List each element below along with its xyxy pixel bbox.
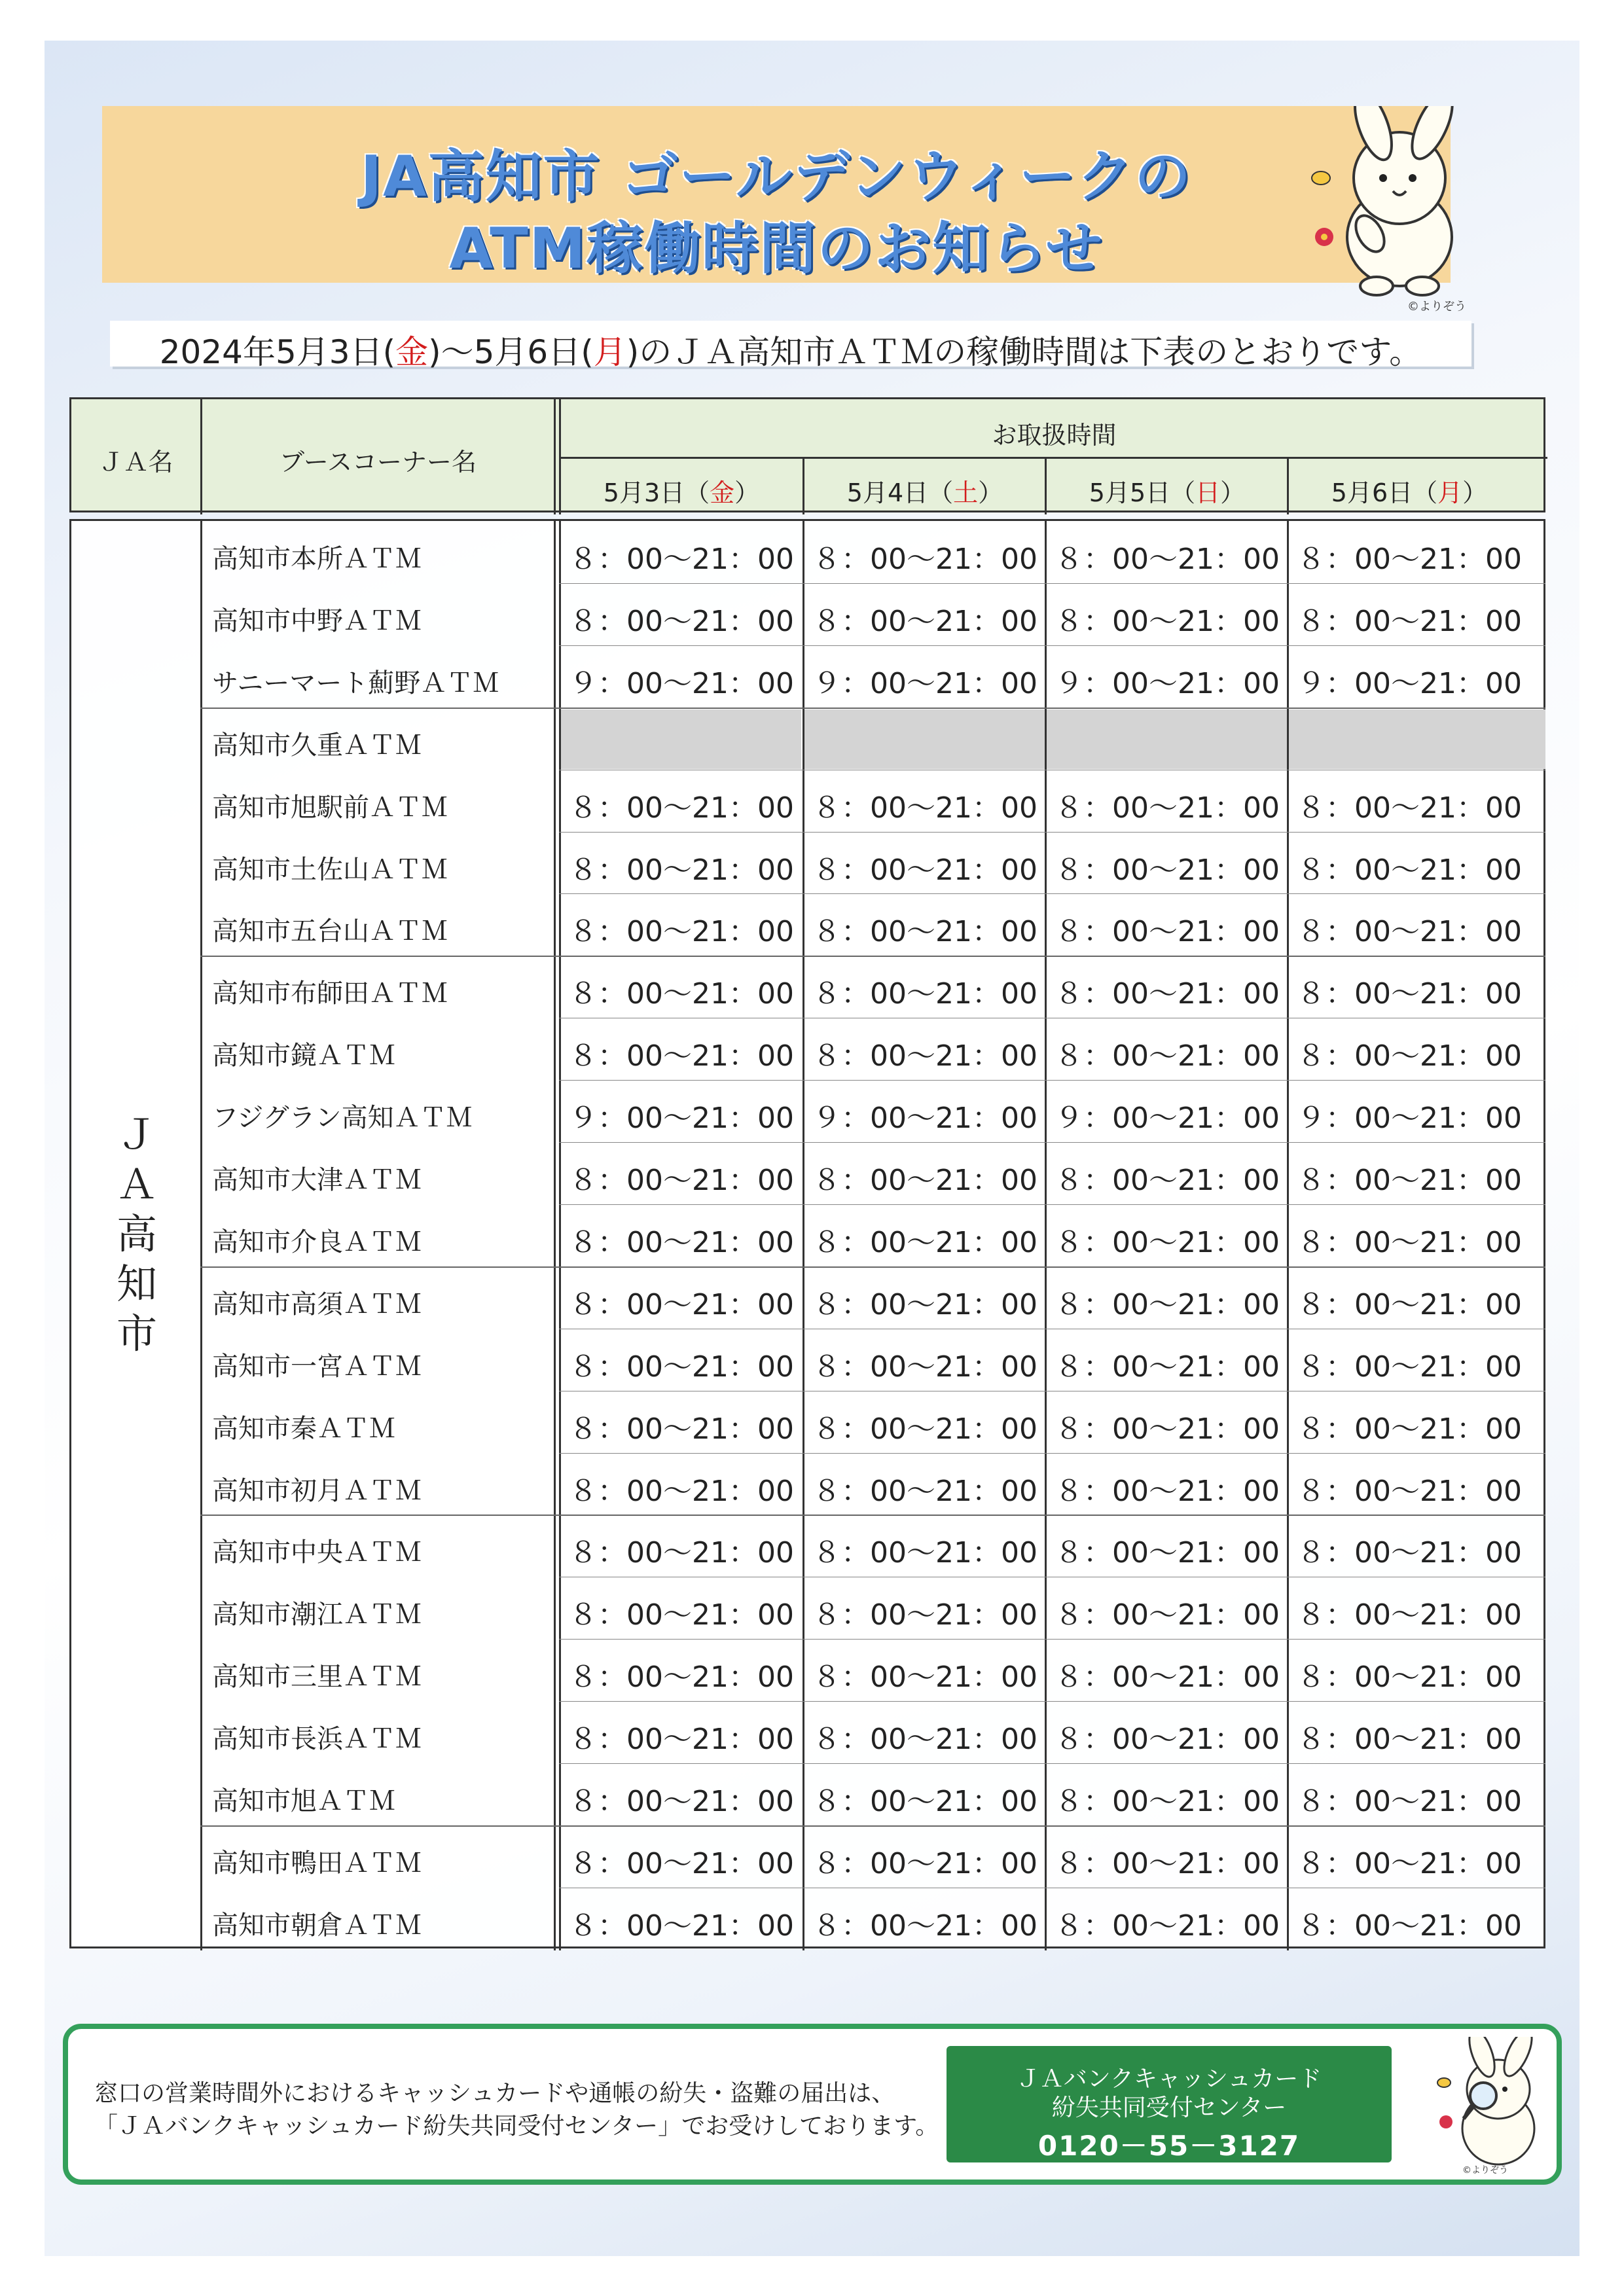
hours-cell: ８：00～21：00 bbox=[1297, 1350, 1522, 1384]
hours-cell: ８：00～21：00 bbox=[569, 1287, 794, 1321]
hours-cell: ９：00～21：00 bbox=[812, 1102, 1038, 1136]
hours-cell: ８：00～21：00 bbox=[569, 1598, 794, 1632]
hours-cell: ８：00～21：00 bbox=[1297, 543, 1522, 576]
mascot-credit: ©よりぞう bbox=[1407, 300, 1466, 314]
hours-cell: ８：00～21：00 bbox=[569, 1225, 794, 1259]
hours-cell: ８：00～21：00 bbox=[1055, 977, 1280, 1011]
hours-cell: ８：00～21：00 bbox=[1055, 1785, 1280, 1818]
hours-cell: ８：00～21：00 bbox=[1297, 1536, 1522, 1570]
hours-cell: ８：00～21：00 bbox=[812, 853, 1038, 887]
hours-cell: ８：00～21：00 bbox=[812, 1660, 1038, 1695]
hours-cell: ８：00～21：00 bbox=[1297, 1287, 1522, 1321]
hours-cell: ９：00～21：00 bbox=[1055, 1102, 1280, 1136]
footer-text-1: 窓口の営業時間外におけるキャッシュカードや通帳の紛失・盗難の届出は、 bbox=[94, 2080, 895, 2107]
hours-cell: ８：00～21：00 bbox=[1055, 1846, 1280, 1880]
hours-cell: ８：00～21：00 bbox=[1297, 791, 1522, 825]
hours-cell: ８：00～21：00 bbox=[812, 1598, 1038, 1632]
subtitle-part2: )～5月6日( bbox=[428, 333, 594, 371]
hours-cell: ８：00～21：00 bbox=[1055, 1039, 1280, 1073]
atm-name: フジグラン高知ＡＴＭ bbox=[212, 1103, 473, 1134]
hours-cell: ８：00～21：00 bbox=[1297, 977, 1522, 1011]
atm-name: 高知市久重ＡＴＭ bbox=[212, 730, 422, 761]
mascot-magnifier-icon bbox=[1430, 2037, 1547, 2174]
ja-name-char: Ｊ bbox=[116, 1111, 157, 1158]
table-body bbox=[69, 519, 1545, 1948]
subtitle-part1: 2024年5月3日( bbox=[159, 333, 396, 371]
atm-name: 高知市土佐山ＡＴＭ bbox=[212, 854, 448, 885]
closed-cell bbox=[1289, 709, 1545, 769]
hours-cell: ８：00～21：00 bbox=[1297, 1225, 1522, 1259]
header-booth-name: ブースコーナー名 bbox=[280, 448, 477, 476]
hours-cell: ９：00～21：00 bbox=[569, 1102, 794, 1136]
atm-name: 高知市鴨田ＡＴＭ bbox=[212, 1848, 422, 1878]
hours-cell: ８：00～21：00 bbox=[812, 1723, 1038, 1757]
closed-cell bbox=[1047, 709, 1287, 769]
hours-cell: ８：00～21：00 bbox=[569, 977, 794, 1011]
hours-cell: ８：00～21：00 bbox=[569, 1785, 794, 1818]
atm-name: 高知市潮江ＡＴＭ bbox=[212, 1600, 422, 1630]
hours-cell: ８：00～21：00 bbox=[812, 604, 1038, 638]
atm-name: 高知市鏡ＡＴＭ bbox=[212, 1041, 395, 1071]
hours-cell: ８：00～21：00 bbox=[1297, 1474, 1522, 1508]
hours-cell: ８：00～21：00 bbox=[1297, 1412, 1522, 1446]
title-banner bbox=[102, 106, 1451, 283]
hours-cell: ８：00～21：00 bbox=[1055, 1474, 1280, 1508]
atm-name: 高知市五台山ＡＴＭ bbox=[212, 916, 448, 947]
hours-cell: ８：00～21：00 bbox=[1297, 1846, 1522, 1880]
hours-cell: ８：00～21：00 bbox=[1055, 915, 1280, 949]
hours-cell: ８：00～21：00 bbox=[569, 1723, 794, 1757]
hours-cell: ８：00～21：00 bbox=[1297, 604, 1522, 638]
hours-cell: ８：00～21：00 bbox=[1297, 1660, 1522, 1695]
hours-cell: ９：00～21：00 bbox=[1297, 666, 1522, 700]
hours-cell: ８：00～21：00 bbox=[569, 1039, 794, 1073]
ja-name-char: 知 bbox=[116, 1260, 157, 1308]
hours-cell: ８：00～21：00 bbox=[1055, 853, 1280, 887]
hours-cell: ８：00～21：00 bbox=[1297, 853, 1522, 887]
hours-cell: ８：00～21：00 bbox=[1297, 1164, 1522, 1197]
atm-name: 高知市秦ＡＴＭ bbox=[212, 1413, 395, 1444]
hours-cell: ８：00～21：00 bbox=[569, 1412, 794, 1446]
ja-name-char: Ａ bbox=[116, 1160, 157, 1208]
hours-cell: ９：00～21：00 bbox=[1055, 666, 1280, 700]
hours-cell: ８：00～21：00 bbox=[1055, 1350, 1280, 1384]
hours-cell: ８：00～21：00 bbox=[1297, 1723, 1522, 1757]
hours-cell: ８：00～21：00 bbox=[569, 604, 794, 638]
header-date-3: 5月5日（日） bbox=[1089, 478, 1246, 507]
hours-cell: ８：00～21：00 bbox=[569, 1909, 794, 1943]
atm-name: 高知市中野ＡＴＭ bbox=[212, 605, 422, 636]
footer-box bbox=[63, 2024, 1562, 2185]
footer-text-2: 「ＪＡバンクキャッシュカード紛失共同受付センター」でお受けしております。 bbox=[94, 2113, 939, 2140]
hours-cell: ８：00～21：00 bbox=[1297, 915, 1522, 949]
atm-name: 高知市三里ＡＴＭ bbox=[212, 1662, 422, 1693]
hours-cell: ８：00～21：00 bbox=[1055, 1723, 1280, 1757]
hours-cell: ８：00～21：00 bbox=[1055, 1598, 1280, 1632]
loss-center-phone: 0120－55－3127 bbox=[1038, 2130, 1301, 2162]
hours-cell: ８：00～21：00 bbox=[569, 1164, 794, 1197]
hours-cell: ８：00～21：00 bbox=[1297, 1598, 1522, 1632]
footer-mascot-credit: ©よりぞう bbox=[1462, 2165, 1508, 2176]
hours-cell: ８：00～21：00 bbox=[1055, 791, 1280, 825]
hours-cell: ８：00～21：00 bbox=[812, 1350, 1038, 1384]
hours-cell: ８：00～21：00 bbox=[1297, 1909, 1522, 1943]
atm-name: サニーマート薊野ＡＴＭ bbox=[212, 668, 499, 698]
hours-cell: ８：00～21：00 bbox=[812, 1164, 1038, 1197]
header-hours: お取扱時間 bbox=[992, 421, 1117, 450]
atm-name: 高知市布師田ＡＴＭ bbox=[212, 978, 448, 1009]
subtitle-part3: )のＪＡ高知市ＡＴＭの稼働時間は下表のとおりです。 bbox=[626, 333, 1422, 371]
subtitle bbox=[110, 326, 1471, 373]
hours-cell: ８：00～21：00 bbox=[569, 1474, 794, 1508]
hours-cell: ８：00～21：00 bbox=[1055, 1225, 1280, 1259]
atm-name: 高知市初月ＡＴＭ bbox=[212, 1475, 422, 1506]
loss-center-line-2: 紛失共同受付センター bbox=[1051, 2094, 1287, 2121]
hours-cell: ８：00～21：00 bbox=[812, 1909, 1038, 1943]
hours-cell: ８：00～21：00 bbox=[812, 1474, 1038, 1508]
hours-cell: ９：00～21：00 bbox=[812, 666, 1038, 700]
hours-cell: ８：00～21：00 bbox=[812, 1536, 1038, 1570]
atm-name: 高知市長浜ＡＴＭ bbox=[212, 1724, 422, 1755]
hours-cell: ８：00～21：00 bbox=[569, 1660, 794, 1695]
header-date-1: 5月3日（金） bbox=[603, 478, 760, 507]
header-ja-name: ＪＡ名 bbox=[98, 448, 173, 476]
hours-cell: ９：00～21：00 bbox=[1297, 1102, 1522, 1136]
atm-hours-table bbox=[69, 397, 1545, 1948]
atm-name: 高知市中央ＡＴＭ bbox=[212, 1537, 422, 1568]
hours-cell: ８：00～21：00 bbox=[569, 1846, 794, 1880]
hours-cell: ８：00～21：00 bbox=[1055, 543, 1280, 576]
hours-cell: ８：00～21：00 bbox=[812, 1846, 1038, 1880]
hours-cell: ８：00～21：00 bbox=[812, 1225, 1038, 1259]
hours-cell: ８：00～21：00 bbox=[1055, 1412, 1280, 1446]
hours-cell: ８：00～21：00 bbox=[812, 791, 1038, 825]
hours-cell: ８：00～21：00 bbox=[812, 1287, 1038, 1321]
hours-cell: ８：00～21：00 bbox=[1055, 1287, 1280, 1321]
ja-name-char: 高 bbox=[116, 1210, 157, 1258]
table-header bbox=[69, 397, 1545, 512]
hours-cell: ８：00～21：00 bbox=[569, 543, 794, 576]
ja-name-char: 市 bbox=[116, 1310, 157, 1357]
atm-name: 高知市旭駅前ＡＴＭ bbox=[212, 792, 448, 823]
header-date-4: 5月6日（月） bbox=[1331, 478, 1488, 507]
hours-cell: ８：00～21：00 bbox=[812, 1039, 1038, 1073]
title-line-1: JA高知市 ゴールデンウィークの bbox=[361, 144, 1192, 209]
mascot-rabbit-icon bbox=[1301, 106, 1471, 302]
atm-name: 高知市高須ＡＴＭ bbox=[212, 1289, 422, 1319]
subtitle-day2: 月 bbox=[593, 333, 626, 371]
atm-name: 高知市大津ＡＴＭ bbox=[212, 1165, 422, 1195]
hours-cell: ８：00～21：00 bbox=[812, 1412, 1038, 1446]
hours-cell: ８：00～21：00 bbox=[1055, 1660, 1280, 1695]
subtitle-box bbox=[110, 321, 1471, 371]
hours-cell: ８：00～21：00 bbox=[812, 915, 1038, 949]
hours-cell: ８：00～21：00 bbox=[1055, 1536, 1280, 1570]
hours-cell: ８：00～21：00 bbox=[569, 1536, 794, 1570]
notice-page bbox=[45, 41, 1579, 2256]
hours-cell: ８：00～21：00 bbox=[1297, 1039, 1522, 1073]
closed-cell bbox=[561, 709, 801, 769]
header-date-2: 5月4日（土） bbox=[846, 478, 1003, 507]
atm-name: 高知市介良ＡＴＭ bbox=[212, 1227, 422, 1257]
hours-cell: ９：00～21：00 bbox=[569, 666, 794, 700]
closed-cell bbox=[804, 709, 1045, 769]
loss-center-line-1: ＪＡバンクキャッシュカード bbox=[1016, 2066, 1322, 2092]
hours-cell: ８：00～21：00 bbox=[812, 1785, 1038, 1818]
ja-name-vertical bbox=[71, 1110, 202, 1359]
hours-cell: ８：00～21：00 bbox=[812, 977, 1038, 1011]
hours-cell: ８：00～21：00 bbox=[1055, 1909, 1280, 1943]
loss-center-box bbox=[947, 2046, 1392, 2162]
hours-cell: ８：00～21：00 bbox=[569, 1350, 794, 1384]
subtitle-day1: 金 bbox=[395, 333, 429, 371]
atm-name: 高知市一宮ＡＴＭ bbox=[212, 1351, 422, 1382]
hours-cell: ８：00～21：00 bbox=[569, 791, 794, 825]
title-line-2: ATM稼働時間のお知らせ bbox=[449, 216, 1104, 281]
atm-name: 高知市本所ＡＴＭ bbox=[212, 544, 422, 574]
hours-cell: ８：00～21：00 bbox=[1297, 1785, 1522, 1818]
hours-cell: ８：00～21：00 bbox=[569, 915, 794, 949]
hours-cell: ８：00～21：00 bbox=[1055, 1164, 1280, 1197]
hours-cell: ８：00～21：00 bbox=[812, 543, 1038, 576]
hours-cell: ８：00～21：00 bbox=[569, 853, 794, 887]
atm-name: 高知市旭ＡＴＭ bbox=[212, 1786, 395, 1816]
atm-name: 高知市朝倉ＡＴＭ bbox=[212, 1910, 422, 1941]
hours-cell: ８：00～21：00 bbox=[1055, 604, 1280, 638]
